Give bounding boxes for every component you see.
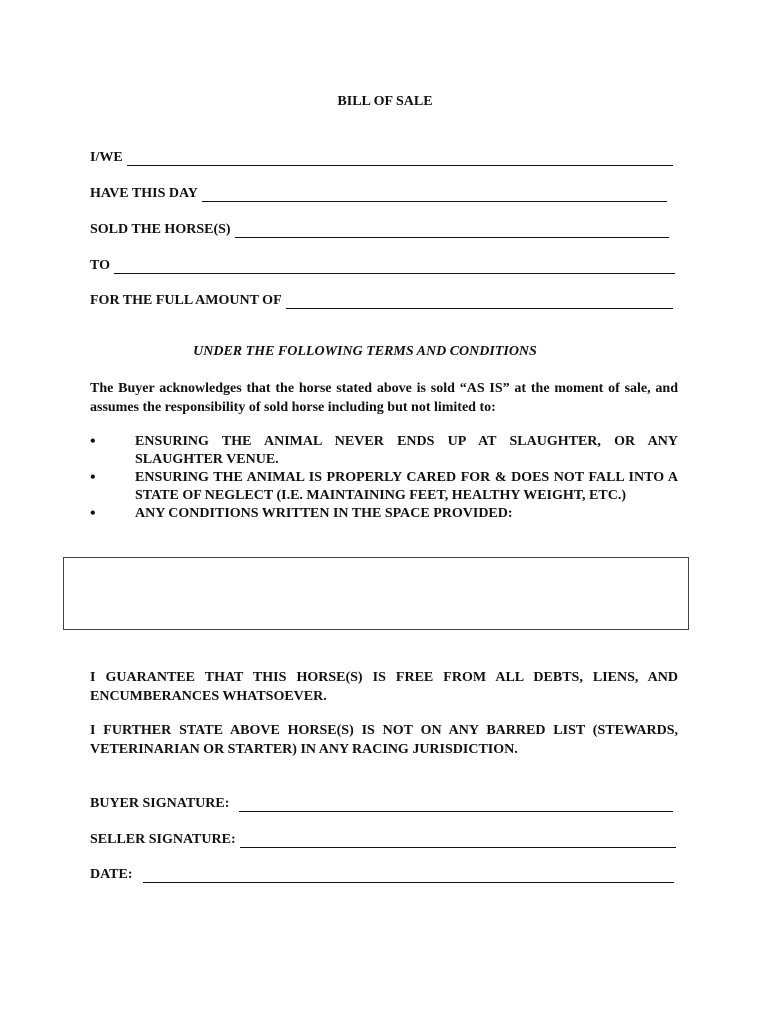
buyer-signature-field	[90, 792, 673, 812]
date-line[interactable]	[143, 867, 674, 883]
barred-list-paragraph: I FURTHER STATE ABOVE HORSE(S) IS NOT ON ANY BARRED LIST (STEWARDS, VETERINARIAN OR STARTER) IN ANY RACING JURISDICTION.	[90, 723, 678, 757]
field-label: TO	[90, 258, 110, 273]
full-amount-blank-line[interactable]	[286, 293, 673, 309]
field-full-amount	[90, 289, 673, 309]
buyer-acknowledgement-paragraph: The Buyer acknowledges that the horse stated above is sold “AS IS” at the moment of sale, and assumes the responsibility of sold horse including but not limited to:	[90, 381, 678, 415]
date-field	[90, 863, 674, 883]
bullet-item	[90, 469, 678, 505]
field-label: HAVE THIS DAY	[90, 186, 198, 201]
bullet-icon: •	[90, 505, 96, 522]
bullet-text: ENSURING THE ANIMAL IS PROPERLY CARED FOR & DOES NOT FALL INTO A STATE OF NEGLECT (I.E. MAINTAINING FEET, HEALTHY WEIGHT, ETC.)	[135, 470, 678, 503]
guarantee-paragraph: I GUARANTEE THAT THIS HORSE(S) IS FREE FROM ALL DEBTS, LIENS, AND ENCUMBERANCES WHATSOEVER.	[90, 670, 678, 704]
sold-the-horses-blank-line[interactable]	[235, 222, 669, 238]
field-label: BUYER SIGNATURE:	[90, 796, 230, 811]
have-this-day-blank-line[interactable]	[202, 186, 667, 202]
i-we-blank-line[interactable]	[127, 150, 673, 166]
field-sold-the-horses	[90, 218, 669, 238]
field-label: DATE:	[90, 867, 133, 882]
terms-bullet-list	[90, 433, 678, 523]
seller-signature-line[interactable]	[240, 832, 676, 848]
buyer-signature-line[interactable]	[239, 796, 673, 812]
terms-heading: UNDER THE FOLLOWING TERMS AND CONDITIONS	[193, 344, 537, 359]
field-label: FOR THE FULL AMOUNT OF	[90, 293, 282, 308]
conditions-box[interactable]	[63, 557, 689, 630]
bullet-item	[90, 505, 678, 523]
seller-signature-field	[90, 828, 676, 848]
field-label: SELLER SIGNATURE:	[90, 832, 236, 847]
to-blank-line[interactable]	[114, 258, 675, 274]
field-label: SOLD THE HORSE(S)	[90, 222, 231, 237]
field-have-this-day	[90, 182, 667, 202]
bullet-text: ANY CONDITIONS WRITTEN IN THE SPACE PROVIDED:	[135, 506, 513, 521]
field-to	[90, 254, 675, 274]
field-label: I/WE	[90, 150, 123, 165]
document-title: BILL OF SALE	[337, 94, 433, 109]
bullet-icon: •	[90, 433, 96, 450]
bullet-text: ENSURING THE ANIMAL NEVER ENDS UP AT SLAUGHTER, OR ANY SLAUGHTER VENUE.	[135, 434, 678, 467]
field-i-we	[90, 146, 673, 166]
bullet-item	[90, 433, 678, 469]
bullet-icon: •	[90, 469, 96, 486]
